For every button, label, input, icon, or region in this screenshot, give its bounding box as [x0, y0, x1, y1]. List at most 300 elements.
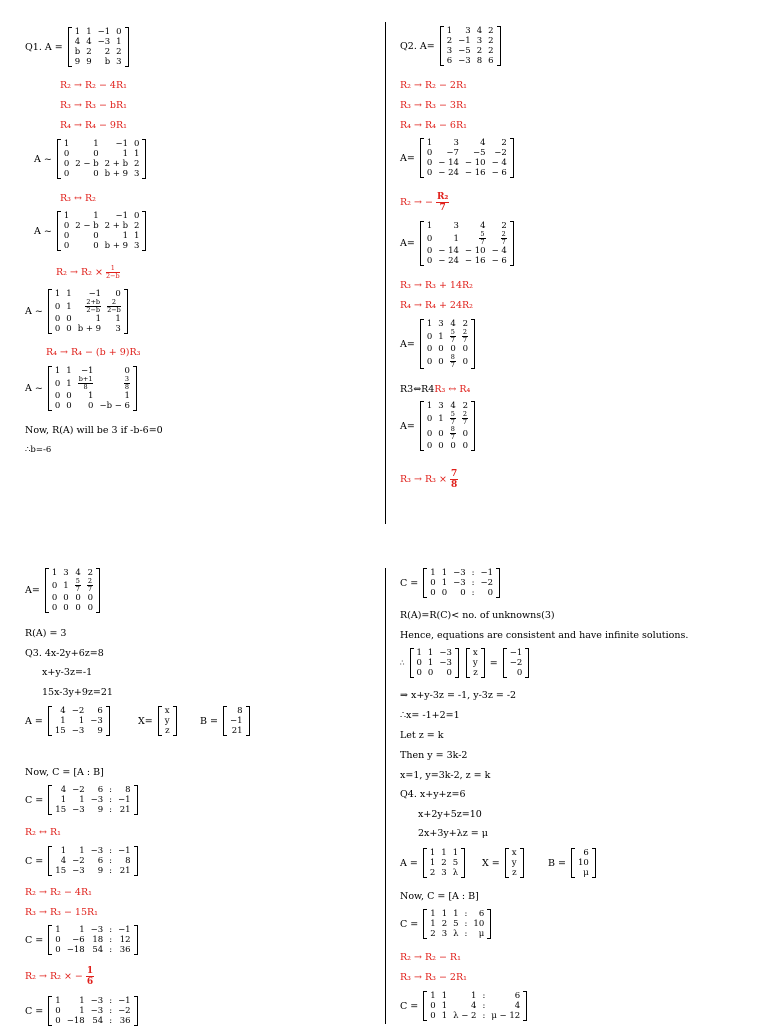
q3-system-equals: = — [489, 657, 498, 669]
q2-step3 — [400, 221, 516, 266]
q3-c4-label: C = — [25, 1005, 44, 1017]
q3-final-matrix-c-cell: 0 — [460, 588, 466, 598]
fraction — [462, 329, 468, 344]
q2-matrix-a-cell: 4 — [476, 26, 483, 36]
q3-line-1: ⇒ x+y-3z = -1, y-3z = -2 — [400, 690, 517, 701]
matrix-cell: 0 — [426, 441, 433, 451]
q2-matrix-2-cell: − 6 — [491, 168, 507, 178]
q2-final-matrix — [45, 568, 100, 613]
q3-final-matrix-c-cell: : — [471, 588, 475, 598]
q4-op-2: R₃ → R₃ − 2R₁ — [400, 972, 467, 983]
q2-m4-label: A= — [400, 338, 415, 350]
matrix-cell: 4 — [480, 221, 486, 231]
q2-op-1: R₂ → R₂ − 2R₁ — [400, 80, 467, 91]
q4-matrix-b — [571, 848, 596, 878]
q1-matrix-3-cell: 0 — [134, 211, 140, 221]
matrix-cell: 1 — [63, 580, 69, 591]
q3-b-label: B = — [200, 715, 218, 727]
q3-system-matrix-cell: 0 — [416, 668, 422, 678]
q3-matrix-x-cell: y — [164, 716, 170, 726]
q3-c3-block — [25, 925, 140, 955]
q1-matrix-a-cell: 1 — [116, 37, 122, 47]
q3-system-matrix — [410, 648, 459, 678]
q3-c2-block — [25, 846, 140, 876]
matrix-cell: 1 — [426, 401, 433, 411]
q3-line-4: Then y = 3k-2 — [400, 750, 468, 761]
matrix-cell: − 4 — [491, 246, 507, 256]
matrix-cell: 1 — [66, 289, 72, 299]
matrix-cell: −1 — [80, 366, 94, 376]
q2-matrix-a-cell: 2 — [488, 26, 494, 36]
q1-m3-label: A ~ — [34, 225, 52, 237]
q3-matrix-a-block — [25, 706, 112, 736]
q3-matrix-x-cell: z — [165, 726, 170, 736]
q2-matrix-5 — [420, 401, 475, 451]
q3-matrix-c3-cell: : — [109, 935, 113, 945]
q2-final-op-text: R₃ → R₃ × — [400, 474, 447, 485]
matrix-cell: − 16 — [464, 256, 486, 266]
q3-matrix-c1-cell: 1 — [60, 795, 67, 805]
fraction — [450, 354, 456, 369]
matrix-cell — [447, 354, 459, 369]
q1-op-2: R₃ → R₃ − bR₁ — [60, 100, 127, 111]
q1-matrix-2-cell: 2 − b — [75, 159, 99, 169]
q3-matrix-c3-cell: 0 — [55, 945, 61, 955]
q3-title: Q3. 4x-2y+6z=8 — [25, 648, 104, 659]
q3-matrix-c2-cell: : — [109, 866, 113, 876]
matrix-cell — [104, 299, 124, 314]
q3-matrix-c4-cell: −2 — [118, 1006, 131, 1016]
q2-op-4: R₃ → R₃ + 14R₂ — [400, 280, 473, 291]
q1-matrix-3-cell: 1 — [122, 231, 129, 241]
fraction — [501, 231, 507, 246]
q3-matrix-c4-cell: 0 — [55, 1006, 61, 1016]
q4-matrix-c2-cell: 1 — [471, 991, 477, 1001]
q3-final-matrix-c-cell: 1 — [430, 568, 436, 578]
q2-matrix-2-cell: −2 — [494, 148, 507, 158]
q3-hence: Hence, equations are consistent and have infinite solutions. — [400, 630, 689, 641]
matrix-cell: − 14 — [438, 246, 459, 256]
q3-eq2: x+y-3z=-1 — [42, 667, 93, 678]
matrix-cell: −1 — [88, 289, 102, 299]
matrix-cell: 1 — [438, 413, 444, 424]
matrix-cell: 1 — [66, 366, 72, 376]
q2-matrix-2-cell: 3 — [453, 138, 459, 148]
q2-matrix-3 — [420, 221, 514, 266]
q3-matrix-c3-cell: −18 — [66, 945, 85, 955]
q4-matrix-c2-cell: 4 — [514, 1001, 521, 1011]
q4-matrix-c2-cell: : — [482, 991, 486, 1001]
matrix-cell — [447, 329, 459, 344]
q4-matrix-a-cell: 2 — [441, 858, 447, 868]
q1-matrix-3-cell: 1 — [93, 211, 99, 221]
matrix-cell: 0 — [54, 324, 61, 334]
q4-matrix-c1-cell: : — [464, 919, 468, 929]
matrix-cell: 0 — [462, 344, 468, 354]
q3-line-3: Let z = k — [400, 730, 444, 741]
q1-matrix-2-cell: 2 — [134, 159, 140, 169]
matrix-cell: 1 — [66, 301, 72, 312]
q3-x-label: X= — [138, 715, 153, 727]
q3-matrix-c2-cell: −3 — [90, 846, 104, 856]
fraction-denominator: 2−b — [86, 306, 101, 314]
q2-matrix-a-cell: 3 — [446, 46, 453, 56]
q4-c1-block — [400, 909, 493, 939]
q1-matrix-5 — [48, 366, 137, 411]
fraction-denominator: 7 — [450, 418, 455, 426]
q3-matrix-c1-cell: 1 — [79, 795, 85, 805]
q4-matrix-c1-cell: : — [464, 909, 468, 919]
q2-step4 — [400, 319, 477, 369]
q3-line-2: ∴x= -1+2=1 — [400, 710, 460, 721]
q3-final-matrix-c-cell: −2 — [480, 578, 494, 588]
q3-matrix-c2-cell: −2 — [72, 856, 85, 866]
q4-c2-block — [400, 991, 529, 1021]
fraction-denominator: 7 — [501, 238, 506, 246]
q3-matrix-c2-cell: 8 — [125, 856, 131, 866]
matrix-cell: 0 — [426, 413, 433, 424]
q3-scale-den: 6 — [86, 977, 94, 987]
matrix-cell: 0 — [450, 344, 456, 354]
q4-matrix-c2-cell: 1 — [430, 991, 436, 1001]
matrix-cell: 0 — [66, 401, 72, 411]
matrix-cell: 0 — [426, 356, 433, 367]
matrix-cell: 2 — [462, 401, 468, 411]
fraction-numerator: 2 — [462, 410, 467, 418]
q2-matrix-a-cell: 3 — [476, 36, 483, 46]
matrix-cell: 1 — [453, 233, 459, 244]
q3-matrix-c1 — [48, 785, 137, 815]
q3-matrix-b-cell: 21 — [231, 726, 243, 736]
q1-matrix-2-cell: 3 — [134, 169, 140, 179]
matrix-cell: 1 — [54, 366, 61, 376]
matrix-cell: 4 — [75, 568, 81, 578]
matrix-cell: 1 — [124, 391, 130, 401]
q1-matrix-a-cell: −1 — [97, 27, 111, 37]
q4-matrix-c2-cell: 0 — [430, 1001, 436, 1011]
q4-matrix-c1-cell: 6 — [478, 909, 485, 919]
q1-matrix-3-cell: 1 — [134, 231, 140, 241]
q3-matrix-c1-cell: 8 — [125, 785, 131, 795]
q2-matrix-2 — [420, 138, 514, 178]
q3-system-matrix-cell: 1 — [416, 648, 422, 658]
q1-scale-op-text: R₂ → R₂ × — [56, 267, 103, 278]
q4-matrix-a-cell: 1 — [429, 848, 436, 858]
q1-m5-label: A ~ — [25, 383, 43, 394]
q4-matrix-c1-cell: 1 — [430, 919, 436, 929]
q3-matrix-a-cell: 9 — [97, 726, 103, 736]
matrix-cell — [489, 231, 510, 246]
q1-matrix-2-cell: 2 + b — [104, 159, 129, 169]
q3-matrix-c3-cell: −3 — [90, 925, 104, 935]
q4-matrix-c1-cell: λ — [453, 929, 459, 939]
matrix-cell: 0 — [426, 344, 433, 354]
q4-matrix-c1-cell: 2 — [430, 929, 436, 939]
matrix-cell: 0 — [54, 391, 61, 401]
matrix-cell: 1 — [51, 568, 58, 578]
q2-scale-den: 7 — [439, 203, 446, 213]
matrix-cell: 3 — [63, 568, 69, 578]
q3-matrix-c3-cell: −1 — [118, 925, 131, 935]
fraction-numerator: 2 — [87, 577, 92, 585]
q2-swap: R₃ ↔ R₄ — [434, 384, 471, 395]
q1-matrix-2-cell: b + 9 — [104, 169, 129, 179]
q3-system-b-cell: 0 — [516, 668, 523, 678]
q3-matrix-c4-cell: 1 — [55, 996, 61, 1006]
q4-c1-label: C = — [400, 918, 419, 930]
q2-matrix-2-cell: −7 — [446, 148, 459, 158]
q3-system-matrix-cell: 0 — [427, 668, 434, 678]
q4-matrix-c1-cell: 5 — [453, 919, 459, 929]
q3-therefore: ∴ — [400, 659, 405, 667]
q3-system-x-cell: x — [472, 648, 478, 658]
q3-matrix-a-cell: 1 — [78, 716, 85, 726]
q1-step5 — [25, 366, 139, 411]
fraction-denominator: 7 — [450, 336, 455, 344]
matrix-cell: 0 — [88, 401, 94, 411]
q1-matrix-a-cell: 2 — [116, 47, 122, 57]
matrix-cell: 0 — [54, 314, 61, 324]
matrix-cell — [459, 411, 471, 426]
matrix-cell — [447, 411, 459, 426]
q3-matrix-c1-cell: −3 — [72, 805, 85, 815]
q1-op-r4: R₄ → R₄ − (b + 9)R₃ — [46, 347, 141, 358]
q3-matrix-c3-cell: 1 — [79, 925, 85, 935]
matrix-cell — [72, 578, 84, 593]
q2-swap-prefix: R3⇔R4 — [400, 384, 435, 395]
q2-matrix-a-cell: 2 — [476, 46, 483, 56]
q4-matrix-c2-cell: 6 — [514, 991, 521, 1001]
q2-op-5: R₄ → R₄ + 24R₂ — [400, 300, 473, 311]
q3-matrix-c4-cell: 1 — [79, 996, 85, 1006]
q3-matrix-c2-cell: 21 — [119, 866, 131, 876]
q2-matrix-a-cell: 8 — [476, 56, 483, 66]
matrix-cell: 4 — [450, 401, 456, 411]
q4-matrix-c1-cell: 10 — [473, 919, 485, 929]
q4-title: Q4. x+y+z=6 — [400, 789, 466, 800]
q3-matrix-c4-cell: 1 — [79, 1006, 85, 1016]
q4-matrix-a-cell: 1 — [441, 848, 447, 858]
q3-matrix-c2-cell: 1 — [60, 846, 67, 856]
q3-system-matrix-cell: −3 — [439, 648, 452, 658]
matrix-cell: 1 — [115, 314, 121, 324]
q4-matrix-c2-cell: : — [482, 1011, 486, 1021]
q1-matrix-3-cell: 2 − b — [75, 221, 99, 231]
matrix-cell: 0 — [54, 301, 61, 312]
q2-matrix-a-cell: 6 — [488, 56, 494, 66]
fraction — [479, 231, 485, 246]
q4-matrix-x-cell: x — [511, 848, 517, 858]
q3-matrix-c4-cell: −3 — [90, 1006, 104, 1016]
q1-matrix-2-cell: 1 — [122, 149, 129, 159]
q4-c2-label: C = — [400, 1000, 419, 1012]
q1-matrix-a-cell: −3 — [97, 37, 111, 47]
column-divider-top — [385, 22, 386, 524]
q1-matrix-a-cell: b — [74, 47, 81, 57]
q4-matrix-c1-cell: 2 — [441, 919, 448, 929]
q3-final-c-label: C = — [400, 577, 419, 589]
q3-system-x — [466, 648, 485, 678]
q3-c1-label: C = — [25, 794, 44, 806]
q4-matrix-x — [505, 848, 524, 878]
matrix-cell: 1 — [66, 378, 72, 389]
q1-matrix-3-cell: 0 — [63, 241, 70, 251]
q3-rank-line: R(A)=R(C)< no. of unknowns(3) — [400, 610, 555, 621]
q1-step4 — [25, 289, 130, 334]
q3-final-matrix-c-cell: 1 — [441, 578, 448, 588]
q4-matrix-x-block — [482, 848, 526, 878]
q3-eq3: 15x-3y+9z=21 — [42, 687, 113, 698]
q3-matrix-c4-cell: : — [109, 1006, 113, 1016]
q3-system-b — [503, 648, 530, 678]
q3-line-5: x=1, y=3k-2, z = k — [400, 770, 491, 781]
q2-matrix-2-cell: − 14 — [438, 158, 459, 168]
fraction-denominator: 7 — [480, 238, 485, 246]
matrix-cell: 0 — [438, 344, 444, 354]
matrix-cell: 0 — [438, 356, 444, 367]
q3-system-matrix-cell: 0 — [446, 668, 452, 678]
matrix-cell — [447, 426, 459, 441]
matrix-cell: 1 — [54, 289, 61, 299]
q3-matrix-c3-cell: 12 — [119, 935, 131, 945]
q1-matrix-a-cell: 3 — [116, 57, 122, 67]
matrix-cell: − 24 — [438, 256, 459, 266]
q1-m4-label: A ~ — [25, 306, 43, 317]
q3-c1-block — [25, 785, 140, 815]
q4-matrix-c2-cell: μ − 12 — [491, 1011, 521, 1021]
q3-matrix-b — [223, 706, 250, 736]
q3-matrix-b-cell: 8 — [237, 706, 243, 716]
q1-scale-num: 1 — [106, 265, 120, 273]
q1-matrix-a-cell: 9 — [74, 57, 81, 67]
q1-matrix-2-cell: 0 — [63, 169, 70, 179]
q3-matrix-c1-cell: 9 — [97, 805, 104, 815]
matrix-cell: 1 — [95, 314, 102, 324]
q2-scale-op-text: R₂ → − — [400, 197, 433, 208]
q3-matrix-c4-cell: −1 — [118, 996, 131, 1006]
q1-matrix-4 — [48, 289, 128, 334]
q3-c3-label: C = — [25, 934, 44, 946]
q3-system-matrix-cell: 1 — [427, 648, 434, 658]
matrix-cell: 0 — [438, 441, 444, 451]
q2-matrix-a-cell: −5 — [458, 46, 471, 56]
q3-c4-block — [25, 996, 140, 1026]
q3-final-matrix-c-cell: 0 — [430, 588, 436, 598]
q1-matrix-3-cell: b + 9 — [104, 241, 129, 251]
fraction-numerator: 2 — [107, 299, 121, 307]
fraction — [107, 299, 121, 314]
fraction — [124, 376, 130, 391]
q1-matrix-2 — [57, 139, 147, 179]
q2-matrix-2-cell: 0 — [426, 168, 433, 178]
q2-matrix-2-cell: − 4 — [491, 158, 507, 168]
q4-now: Now, C = [A : B] — [400, 891, 479, 902]
q1-matrix-2-cell: 1 — [63, 139, 70, 149]
q4-matrix-c2-cell: λ − 2 — [453, 1011, 477, 1021]
q1-matrix-2-cell: 1 — [93, 139, 99, 149]
q3-final-matrix-c-cell: 0 — [430, 578, 436, 588]
fraction-denominator: 7 — [450, 361, 455, 369]
q2-matrix-a-block — [400, 26, 503, 66]
q4-matrix-a-cell: 5 — [452, 858, 459, 868]
matrix-cell: b + 9 — [77, 324, 102, 334]
q3-matrix-c4-cell: 0 — [55, 1016, 61, 1026]
q4-matrix-c2-cell: 0 — [430, 1011, 436, 1021]
q4-matrix-c1-cell: 1 — [453, 909, 459, 919]
q3-a-label: A = — [25, 715, 43, 727]
q3-matrix-a — [48, 706, 110, 736]
q4-matrix-c1-cell: 3 — [441, 929, 448, 939]
q3-final-matrix-c-cell: : — [471, 568, 475, 578]
q3-matrix-c1-cell: 15 — [55, 805, 67, 815]
q1-m2-label: A ~ — [34, 153, 52, 165]
q3-system-b-cell: −1 — [509, 648, 523, 658]
q3-matrix-c1-cell: 6 — [97, 785, 104, 795]
q3-matrix-c1-cell: : — [109, 805, 113, 815]
q3-matrix-x-block — [138, 706, 179, 736]
q2-step5 — [400, 401, 477, 451]
fraction-numerator: 2+b — [86, 298, 101, 306]
matrix-cell: 0 — [87, 603, 93, 613]
q4-matrix-c1-cell: 1 — [430, 909, 436, 919]
q2-matrix-2-cell: 0 — [426, 148, 433, 158]
q4-matrix-x-cell: z — [512, 868, 517, 878]
matrix-cell: − 6 — [491, 256, 507, 266]
q3-final-c-block — [400, 568, 502, 598]
q2-matrix-a-cell: 3 — [465, 26, 471, 36]
q3-matrix-x — [158, 706, 177, 736]
q1-matrix-3-cell: 0 — [93, 241, 99, 251]
q3-final-matrix-c-cell: : — [471, 578, 475, 588]
matrix-cell: − 10 — [464, 246, 486, 256]
q1-matrix-2-cell: 0 — [134, 139, 140, 149]
q3-swap: R₂ ↔ R₁ — [25, 827, 61, 838]
matrix-cell: 0 — [462, 441, 468, 451]
q3-matrix-c3-cell: 0 — [55, 935, 61, 945]
q3-matrix-c2-cell: 15 — [55, 866, 67, 876]
q2-scale-num: R₂ — [436, 192, 449, 202]
matrix-cell — [84, 578, 96, 593]
q4-matrix-c1 — [423, 909, 491, 939]
q4-matrix-b-block — [548, 848, 598, 878]
q3-final-matrix-c-cell: −1 — [480, 568, 494, 578]
fraction-denominator: 7 — [462, 418, 467, 426]
q1-matrix-3-cell: 3 — [134, 241, 140, 251]
matrix-cell: 2 — [501, 221, 507, 231]
q4-matrix-a-cell: 1 — [429, 858, 436, 868]
q3-matrix-c3-cell: 36 — [119, 945, 131, 955]
q3-matrix-x-cell: x — [164, 706, 170, 716]
q4-matrix-c1-cell: : — [464, 929, 468, 939]
q1-matrix-3-cell: −1 — [115, 211, 129, 221]
q3-matrix-c2-cell: −1 — [118, 846, 131, 856]
fraction-denominator: 8 — [124, 383, 129, 391]
q2-matrix-a-cell: 2 — [488, 46, 494, 56]
q4-op-1: R₂ → R₂ − R₁ — [400, 952, 461, 963]
q4-matrix-a-cell: λ — [452, 868, 459, 878]
q1-swap: R₃ ↔ R₂ — [60, 193, 96, 204]
fraction-numerator: 5 — [450, 410, 455, 418]
q2-matrix-a-cell: −3 — [458, 56, 471, 66]
fraction — [450, 329, 456, 344]
q3-scale-frac — [86, 966, 94, 987]
matrix-cell: 0 — [66, 391, 72, 401]
q1-title: Q1. A = — [25, 41, 63, 53]
fraction-numerator: 2 — [462, 328, 467, 336]
q2-matrix-2-cell: 1 — [426, 138, 433, 148]
matrix-cell: 1 — [438, 331, 444, 342]
q3-op-1: R₂ → R₂ − 4R₁ — [25, 887, 92, 898]
